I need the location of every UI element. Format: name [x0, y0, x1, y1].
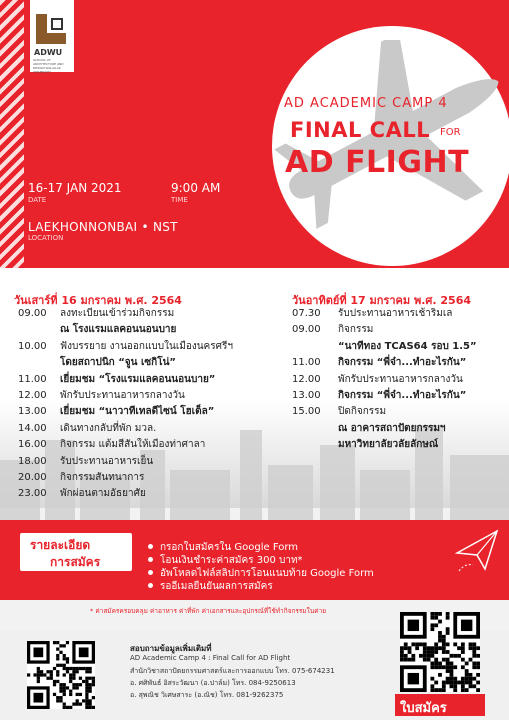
schedule-item	[18, 322, 176, 337]
final-call-title: FINAL CALL	[290, 118, 431, 142]
schedule-item	[18, 454, 153, 469]
logo-mark-icon	[36, 14, 66, 44]
contact-line: อ. ศศิพันธ์ อิสระวัฒนา (อ.ปาล์ม) โทร. 084-9250613	[130, 679, 296, 687]
line-qr-code[interactable]	[27, 641, 95, 709]
schedule-text: “นาทีทอง TCAS64 รอบ 1.5”	[338, 340, 477, 352]
schedule-time: 07.30	[292, 308, 321, 319]
schedule-item	[18, 339, 233, 354]
schedule-time: 12.00	[18, 390, 47, 401]
decorative-stripes	[0, 0, 24, 268]
schedule-time: 11.00	[292, 357, 321, 369]
schedule-item	[292, 306, 452, 321]
schedule-item	[18, 306, 174, 321]
schedule-text: พักรับประทานอาหารกลางวัน	[338, 373, 463, 385]
schedule-item	[292, 421, 446, 436]
schedule-text: มหาวิทยาลัยวลัยลักษณ์	[338, 439, 439, 451]
schedule-time: 09.00	[292, 324, 321, 336]
schedule-time: 18.00	[18, 455, 47, 467]
date-label: DATE	[28, 196, 47, 204]
contact-title: สอบถามข้อมูลเพิ่มเติมที่	[130, 644, 212, 653]
schedule-time: 14.00	[18, 422, 47, 434]
schedule-time: 13.00	[292, 390, 321, 401]
schedule-time: 11.00	[18, 373, 47, 385]
schedule-item	[18, 421, 156, 436]
schedule-item	[292, 322, 373, 337]
schedule-time: 15.00	[292, 406, 321, 418]
apply-label[interactable]: ใบสมัคร	[400, 701, 447, 716]
adwu-logo	[30, 0, 74, 72]
day1-header: วันเสาร์ที่ 16 มกราคม พ.ศ. 2564	[14, 294, 182, 307]
application-qr-code[interactable]	[400, 612, 480, 692]
ad-flight-title: AD FLIGHT	[285, 145, 470, 180]
logo-subtitle: SCHOOL OF ARCHITECTURE AND DESIGN WALAILAK UNIVERSITY	[33, 58, 64, 74]
event-date: 16-17 JAN 2021	[28, 181, 122, 195]
schedule-item	[292, 437, 438, 452]
location-label: LOCATION	[28, 234, 64, 242]
registration-steps	[148, 540, 374, 592]
schedule-text: เยี่ยมชม “นาวาทีเทลดีไซน์ โฮเต็ล”	[60, 406, 215, 418]
schedule-time: 23.00	[18, 488, 47, 500]
schedule-item	[18, 372, 215, 387]
registration-step: อัพโหลดไฟล์สลิปการโอนแนบท้าย Google Form	[148, 566, 374, 579]
schedule-item	[292, 372, 463, 387]
schedule-text: กิจกรรม “พี่จ๋า...ทำอะไรกัน”	[338, 357, 467, 369]
registration-step: โอนเงินชำระค่าสมัคร 300 บาท*	[148, 553, 374, 566]
day2-header: วันอาทิตย์ที่ 17 มกราคม พ.ศ. 2564	[292, 294, 472, 307]
for-text: FOR	[440, 127, 461, 138]
schedule-text: เดินทางกลับที่พัก มวล.	[60, 422, 157, 434]
contact-line: สำนักวิชาสถาปัตยกรรมศาสตร์และการออกแบบ โทร. 075-674231	[130, 667, 335, 675]
registration-label-1: รายละเอียด	[30, 538, 91, 552]
schedule-time: 09.00	[18, 308, 47, 319]
schedule-item	[18, 388, 185, 403]
schedule-text: ลงทะเบียนเข้าร่วมกิจกรรม	[60, 308, 175, 319]
registration-step: กรอกใบสมัครใน Google Form	[148, 540, 374, 553]
event-location: LAEKHONNONBAI • NST	[28, 220, 178, 234]
camp-title: AD ACADEMIC CAMP 4	[284, 96, 448, 111]
hero-banner	[0, 0, 509, 268]
fee-note: * ค่าสมัครครอบคลุม ค่าอาหาร ค่าที่พัก ค่าเอกสารและอุปกรณ์ที่ใช้ทำกิจกรรมในค่าย	[90, 607, 327, 615]
schedule-time: 16.00	[18, 439, 47, 451]
contact-line: AD Academic Camp 4 : Final Call for AD Flight	[130, 654, 291, 662]
schedule-item	[292, 388, 466, 403]
schedule-text: ณ อาคารสถาปัตยกรรมฯ	[338, 422, 446, 434]
schedule-time: 20.00	[18, 472, 47, 483]
schedule-time: 10.00	[18, 340, 47, 352]
schedule-text: เยี่ยมชม “โรงแรมแลคอนนอนบาย”	[60, 373, 216, 385]
logo-name: ADWU	[34, 48, 63, 57]
schedule-item	[18, 355, 176, 370]
schedule-item	[292, 355, 466, 370]
schedule-time: 12.00	[292, 373, 321, 385]
schedule-item	[18, 486, 146, 501]
schedule-time: 13.00	[18, 406, 47, 418]
schedule-item	[18, 470, 144, 485]
schedule-item	[292, 404, 386, 419]
schedule-text: ปิดกิจกรรม	[338, 406, 387, 418]
schedule-text: ฟังบรรยาย งานออกแบบในเมืองนครศรีฯ	[60, 340, 233, 352]
time-label: TIME	[171, 196, 188, 204]
schedule-item	[292, 339, 477, 354]
schedule-item	[18, 404, 214, 419]
registration-step: รออีเมลยืนยันผลการสมัคร	[148, 579, 374, 592]
schedule-text: โดยสถาปนิก “จูน เซกิโน่”	[60, 357, 177, 369]
paper-plane-icon	[455, 525, 500, 575]
schedule-text: พักรับประทานอาหารกลางวัน	[60, 390, 185, 401]
schedule-text: กิจกรรม	[338, 324, 374, 336]
schedule-text: รับประทานอาหารเช้าริมเล	[338, 308, 453, 319]
schedule-text: รับประทานอาหารเย็น	[60, 455, 154, 467]
schedule-text: กิจกรรม แต้มสีสันให้เมืองท่าศาลา	[60, 439, 206, 451]
schedule-text: ณ โรงแรมแลคอนนอนบาย	[60, 324, 177, 336]
contact-line: อ. สุพณิช วิเศษสาระ (อ.ณิช) โทร. 081-9262375	[130, 691, 284, 699]
schedule-text: พักผ่อนตามอัธยาศัย	[60, 488, 146, 500]
schedule-text: กิจกรรม “พี่จ๋า...ทำอะไรกัน”	[338, 390, 467, 401]
schedule-item	[18, 437, 205, 452]
event-time: 9:00 AM	[171, 181, 221, 195]
registration-label-2: การสมัคร	[50, 555, 101, 569]
schedule-text: กิจกรรมสันทนาการ	[60, 472, 145, 483]
